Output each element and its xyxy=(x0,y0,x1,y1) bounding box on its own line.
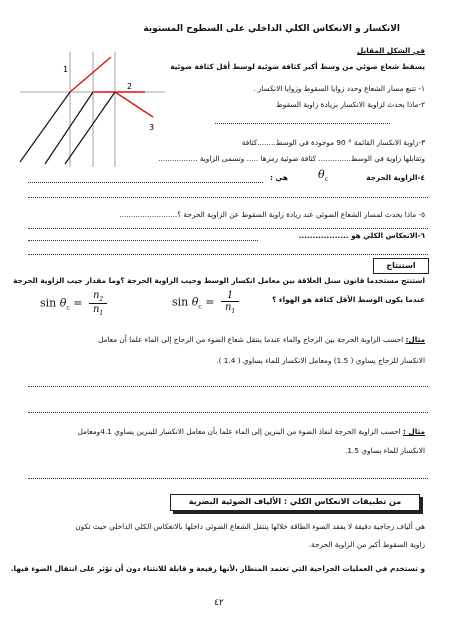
diagram-label-3: 3 xyxy=(149,123,155,132)
example-2-text: احسب الزاوية الحرجة لنفاذ الضوء من البنزين إلى الماء علما بأن معامل الانكسار للبنزين يساوي 4.1ومعامل xyxy=(77,427,401,436)
intro-text: يسقط شعاع ضوئي من وسط أكبر كثافة ضوئية لوسط أقل كثافة ضوئية xyxy=(170,62,425,71)
answer-line xyxy=(28,197,428,198)
page-number: ٤٢ xyxy=(214,598,224,608)
question-4-is: هي : xyxy=(270,173,288,182)
example-label: مثال: xyxy=(405,335,425,344)
diagram-label-1: 1 xyxy=(63,65,69,74)
answer-line xyxy=(28,240,258,241)
formula-snell-critical: $\sin \theta_c$ = $\frac{n_2}{n_1}$ xyxy=(40,290,107,317)
question-4: ٤-الزاوية الحرجة xyxy=(366,173,425,182)
formula-den-sub: 1 xyxy=(231,308,236,315)
section-heading: في الشكل المقابل xyxy=(356,46,425,55)
answer-line xyxy=(215,123,390,124)
page-title: الانكسار و الانعكاس الكلي الداخلي على السطوح المستوية xyxy=(143,24,400,34)
answer-line xyxy=(28,182,263,183)
question-5: ٥- ماذا يحدث لمسار الشعاع الضوئي عند زيادة زاوية السقوط عن الزاوية الحرجة ؟......................... xyxy=(119,210,425,219)
refracted-ray xyxy=(70,57,111,92)
answer-line xyxy=(28,412,428,413)
conclusion-line-2: عندما يكون الوسط الأقل كثافة هو الهواء ؟ xyxy=(272,295,425,304)
answer-line xyxy=(28,386,428,387)
example-1-line-2: الانكسار للزجاج يساوي ( 1.5) ومعامل الانكسار للماء يساوي ( 1.4 ). xyxy=(216,356,425,365)
answer-line xyxy=(28,228,428,229)
applications-line-1: هي ألياف زجاجية دقيقة لا يفقد الضوء الطاقة خلالها ينتقل الشعاع الضوئي داخلها بالانعكاس الكلي الداخلي حيث تكون xyxy=(75,522,425,531)
critical-angle-symbol: $\theta_c$ xyxy=(318,168,328,184)
formula-sub: c xyxy=(66,304,70,312)
formula-sub: c xyxy=(198,303,202,311)
conclusion-box: استنتاج xyxy=(373,258,429,274)
example-2-line-2: الانكسار للماء يساوي 1.5. xyxy=(345,446,425,455)
formula-den-sub: 1 xyxy=(99,310,104,317)
applications-line-3: و تستخدم في العمليات الجراحية التي تعتمد المنظار ،لأنها رفيعة و قابلة للانثناء دون أن تؤثر على انتقال الضوء فيها. xyxy=(10,564,425,573)
formula-critical-air: $\sin \theta_c$ = $\frac{1}{n_1}$ xyxy=(172,290,239,315)
example-1-line-1 xyxy=(98,335,425,345)
example-2-line-1 xyxy=(78,427,425,437)
refraction-diagram xyxy=(15,52,175,172)
answer-line xyxy=(28,254,428,255)
conclusion-line-1: استنتج مستخدما قانون سنل العلاقة بين معامل انكسار الوسط وجيب الزاوية الحرجة ؟وما مقدار جيب الزاوية الحرجة xyxy=(13,276,425,285)
applications-line-2: زاوية السقوط أكبر من الزاوية الحرجة. xyxy=(308,540,425,549)
incident-ray xyxy=(65,92,115,164)
question-1: ١- تتبع مسار الشعاع وحدد زوايا السقوط وزوايا الانكسار . xyxy=(253,84,425,93)
incident-ray xyxy=(45,92,93,164)
question-3-continued: وتقابلها زاوية في الوسط.............. كثافة ضوئية رمزها ..... وتسمى الزاوية ................. xyxy=(158,154,425,163)
example-label: مثال : xyxy=(402,427,425,436)
formula-num-sub: 2 xyxy=(99,296,104,303)
formula-num: 1 xyxy=(221,290,239,302)
answer-line xyxy=(28,478,428,479)
reflected-ray xyxy=(115,92,153,117)
question-6: ٦-الانعكاس الكلي هو .................. xyxy=(298,231,425,240)
question-2: ٢-ماذا يحدث لزاوية الانكسار بزيادة زاوية السقوط xyxy=(276,100,425,109)
question-3: ٣-زاوية الانكسار القائمة ° 90 موجودة في الوسط........كثافة xyxy=(241,138,425,147)
incident-ray xyxy=(20,92,70,162)
example-1-text: احسب الزاوية الحرجة بين الزجاج والماء عندما ينتقل شعاع الضوء من الزجاج إلى الماء علما أن معامل xyxy=(98,335,404,344)
applications-box: من تطبيقات الانعكاس الكلي : الألياف الضوئية البصرية xyxy=(170,494,420,511)
diagram-label-2: 2 xyxy=(127,82,133,91)
